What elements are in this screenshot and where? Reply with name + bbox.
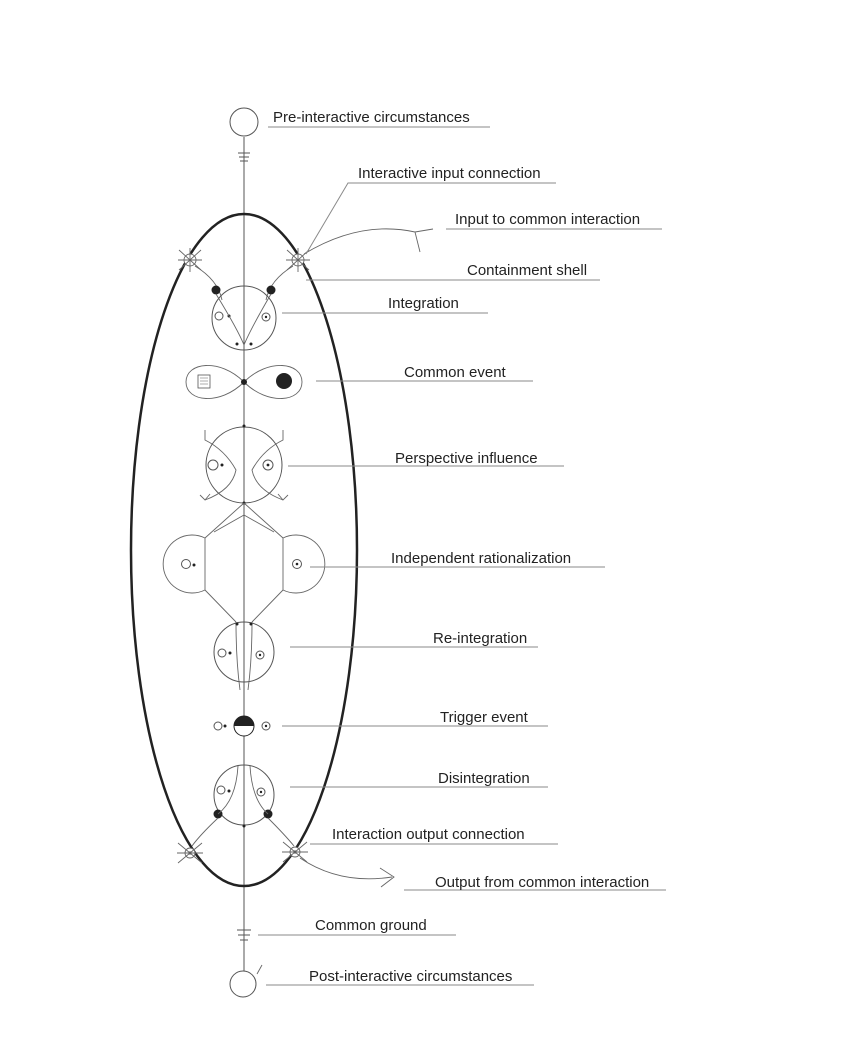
label-re-integration: Re-integration: [433, 630, 528, 647]
label-integration: Integration: [388, 295, 459, 312]
label-interaction-output-connection: Interaction output connection: [332, 826, 525, 843]
post-interactive-node: [230, 971, 256, 997]
label-trigger-event: Trigger event: [440, 709, 528, 726]
label-independent-rationalization: Independent rationalization: [391, 550, 572, 567]
label-post-interactive: Post-interactive circumstances: [309, 968, 513, 985]
output-connection-right-icon: [282, 842, 308, 862]
label-input-to-common-interaction: Input to common interaction: [455, 211, 641, 228]
label-containment-shell: Containment shell: [467, 262, 588, 279]
label-common-event: Common event: [404, 364, 506, 381]
label-common-ground: Common ground: [315, 917, 427, 934]
label-perspective-influence: Perspective influence: [395, 450, 538, 467]
input-arc: [304, 229, 415, 254]
document-icon: [198, 375, 210, 388]
label-interactive-input-connection: Interactive input connection: [358, 165, 541, 182]
pre-interactive-node: [230, 108, 258, 136]
output-arc: [300, 858, 392, 879]
label-pre-interactive: Pre-interactive circumstances: [273, 109, 470, 126]
label-disintegration: Disintegration: [438, 770, 530, 787]
trigger-event-node: [214, 716, 270, 736]
label-output-from-common-interaction: Output from common interaction: [435, 874, 650, 891]
